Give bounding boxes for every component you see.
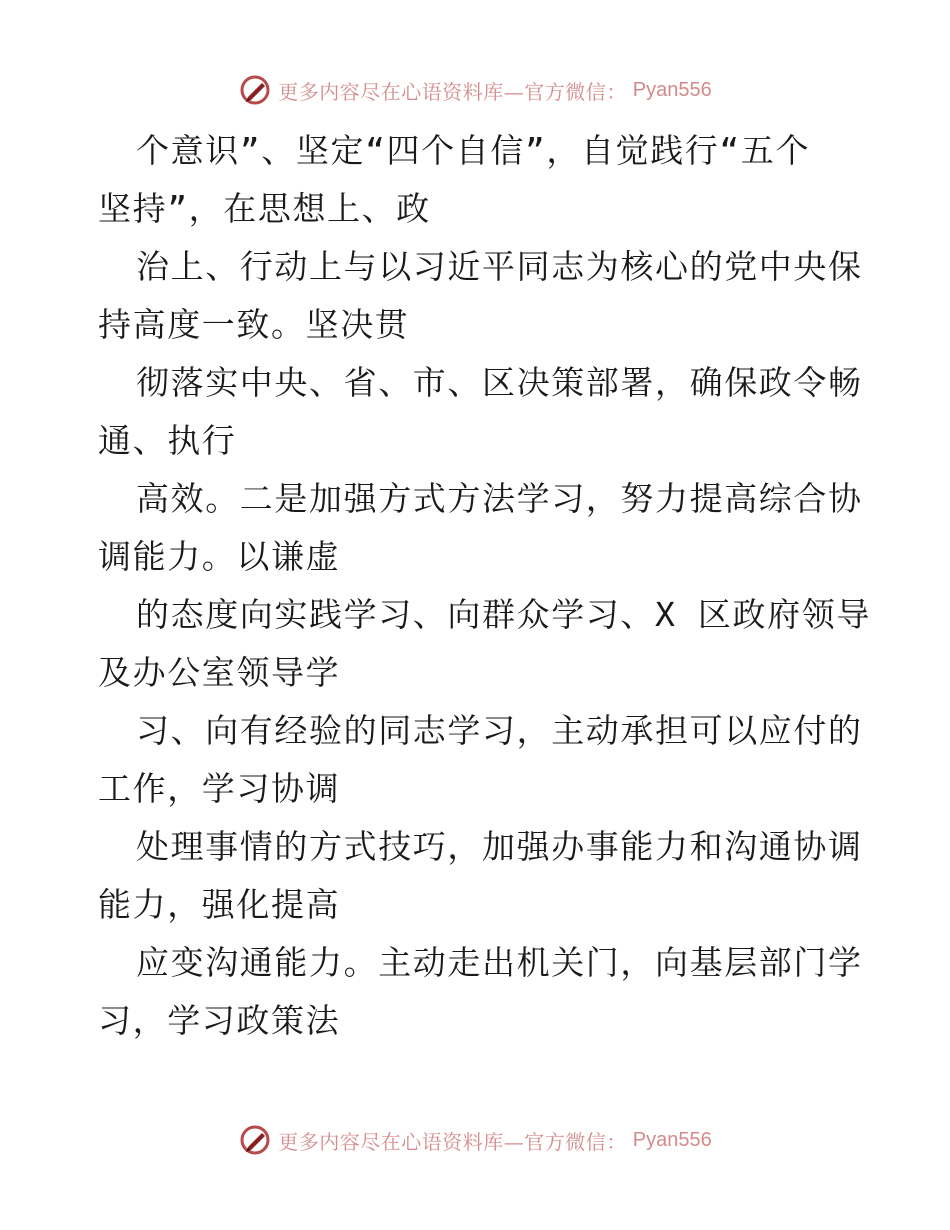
paragraph — [98, 702, 863, 818]
paragraph-line: 彻落实中央、省、市、区决策部署，确保政令畅 — [136, 363, 863, 402]
header-watermark — [0, 70, 950, 110]
paragraph-line: 及办公室领导学 — [98, 653, 341, 692]
paragraph-line: 应变沟通能力。主动走出机关门，向基层部门学 — [136, 943, 863, 982]
paragraph-line: 持高度一致。坚决贯 — [98, 305, 410, 344]
paragraph-line: 处理事情的方式技巧，加强办事能力和沟通协调 — [136, 827, 863, 866]
paragraph — [98, 122, 858, 238]
paragraph-line: 工作，学习协调 — [98, 769, 341, 808]
paragraph-line: 坚持”，在思想上、政 — [98, 189, 431, 228]
paragraph-line: 能力，强化提高 — [98, 885, 341, 924]
paragraph-line: 习、向有经验的同志学习，主动承担可以应付的 — [136, 711, 863, 750]
document-body — [98, 122, 871, 1050]
paragraph-line: 调能力。以谦虚 — [98, 537, 341, 576]
paragraph-line: 习，学习政策法 — [98, 1001, 341, 1040]
paragraph — [98, 354, 863, 470]
paragraph — [98, 238, 863, 354]
paragraph-line: 高效。二是加强方式方法学习，努力提高综合协 — [136, 479, 863, 518]
watermark-text: 更多内容尽在心语资料库—官方微信： — [278, 1129, 627, 1154]
paragraph — [98, 470, 863, 586]
watermark-id: Pyan556 — [632, 1128, 712, 1151]
footer-watermark — [0, 1120, 950, 1160]
watermark-id: Pyan556 — [632, 78, 712, 101]
paragraph-line: 的态度向实践学习、向群众学习、X 区政府领导 — [136, 595, 871, 634]
paragraph — [98, 586, 871, 702]
paragraph — [98, 818, 863, 934]
pen-logo-icon — [238, 73, 272, 107]
paragraph — [98, 934, 863, 1050]
watermark-text: 更多内容尽在心语资料库—官方微信： — [278, 79, 627, 104]
paragraph-line: 治上、行动上与以习近平同志为核心的党中央保 — [136, 247, 863, 286]
paragraph-line: 通、执行 — [98, 421, 237, 460]
paragraph-line: 个意识”、坚定“四个自信”，自觉践行“五个 — [136, 131, 811, 170]
pen-logo-icon — [238, 1123, 272, 1157]
